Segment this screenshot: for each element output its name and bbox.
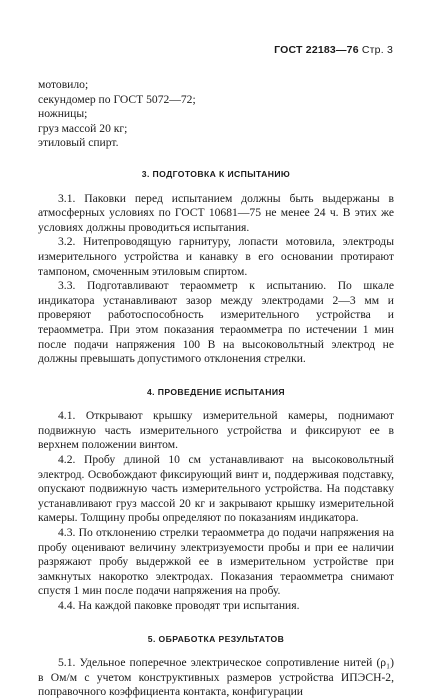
- paragraph-3-3: 3.3. Подготавливают тераомметр к испытанию. По шкале индикатора устанавливают зазор между электродами 2—3 мм и проверяют работоспособность измерительного устройства и тераомметра. При этом показания тераомметра по истечении 1 мин после подачи напряжения 100 В на высоковольтный электрод не должны превышать допустимого отклонения стрелки.: [38, 279, 394, 366]
- paragraph-3-2: 3.2. Нитепроводящую гарнитуру, лопасти мотовила, электроды измерительного устройства и канавку в его основании протирают тампоном, смоченным этиловым спиртом.: [38, 235, 394, 278]
- section-4-title: 4. ПРОВЕДЕНИЕ ИСПЫТАНИЯ: [147, 386, 285, 397]
- list-item: груз массой 20 кг;: [38, 121, 128, 135]
- paragraph-5-1: 5.1. Удельное поперечное электрическое сопротивление нитей (ρ₁) в Ом/м с учетом конструктивных размеров устройства ИПЭСН-2, поправочного коэффициента контакта, конфигурации: [38, 656, 394, 699]
- page-header: [274, 44, 393, 56]
- list-item: ножницы;: [38, 107, 88, 121]
- paragraph-4-2: 4.2. Пробу длиной 10 см устанавливают на высоковольтный электрод. Освобождают фиксирующий винт и, поддерживая подставку, опускают подвижную часть измерительного устройства. На подставку устанавливают груз массой 20 кг и закрывают крышку измерительной камеры. Толщину пробы определяют по показаниям индикатора.: [38, 453, 394, 525]
- equipment-list: [38, 78, 394, 151]
- paragraph-4-4: 4.4. На каждой паковке проводят три испытания.: [58, 599, 300, 612]
- paragraph-3-1: 3.1. Паковки перед испытанием должны быть выдержаны в атмосферных условиях по ГОСТ 10681—75 не менее 24 ч. В этих же условиях должны проводиться испытания.: [38, 191, 394, 234]
- paragraph-4-3: 4.3. По отклонению стрелки тераомметра до подачи напряжения на пробу оценивают величину электризуемости пробы и при ее наличии разряжают пробу выдержкой ее в измерительном устройстве при замкнутых накоротко электродах. Показания тераомметра снимают спустя 1 мин после подачи напряжения на пробу.: [38, 526, 394, 598]
- section-3-title: 3. ПОДГОТОВКА К ИСПЫТАНИЮ: [141, 168, 291, 179]
- page-number: Стр. 3: [361, 44, 393, 56]
- list-item: мотовило;: [38, 78, 89, 91]
- paragraph-4-1: 4.1. Открывают крышку измерительной камеры, поднимают подвижную часть измерительного устройства и фиксируют ее в верхнем положении винтом.: [38, 409, 394, 452]
- section-5-title: 5. ОБРАБОТКА РЕЗУЛЬТАТОВ: [147, 633, 285, 644]
- list-item: секундомер по ГОСТ 5072—72;: [38, 92, 196, 106]
- page-content: [38, 78, 394, 700]
- standard-number: ГОСТ 22183—76: [274, 44, 359, 56]
- list-item: этиловый спирт.: [38, 136, 119, 150]
